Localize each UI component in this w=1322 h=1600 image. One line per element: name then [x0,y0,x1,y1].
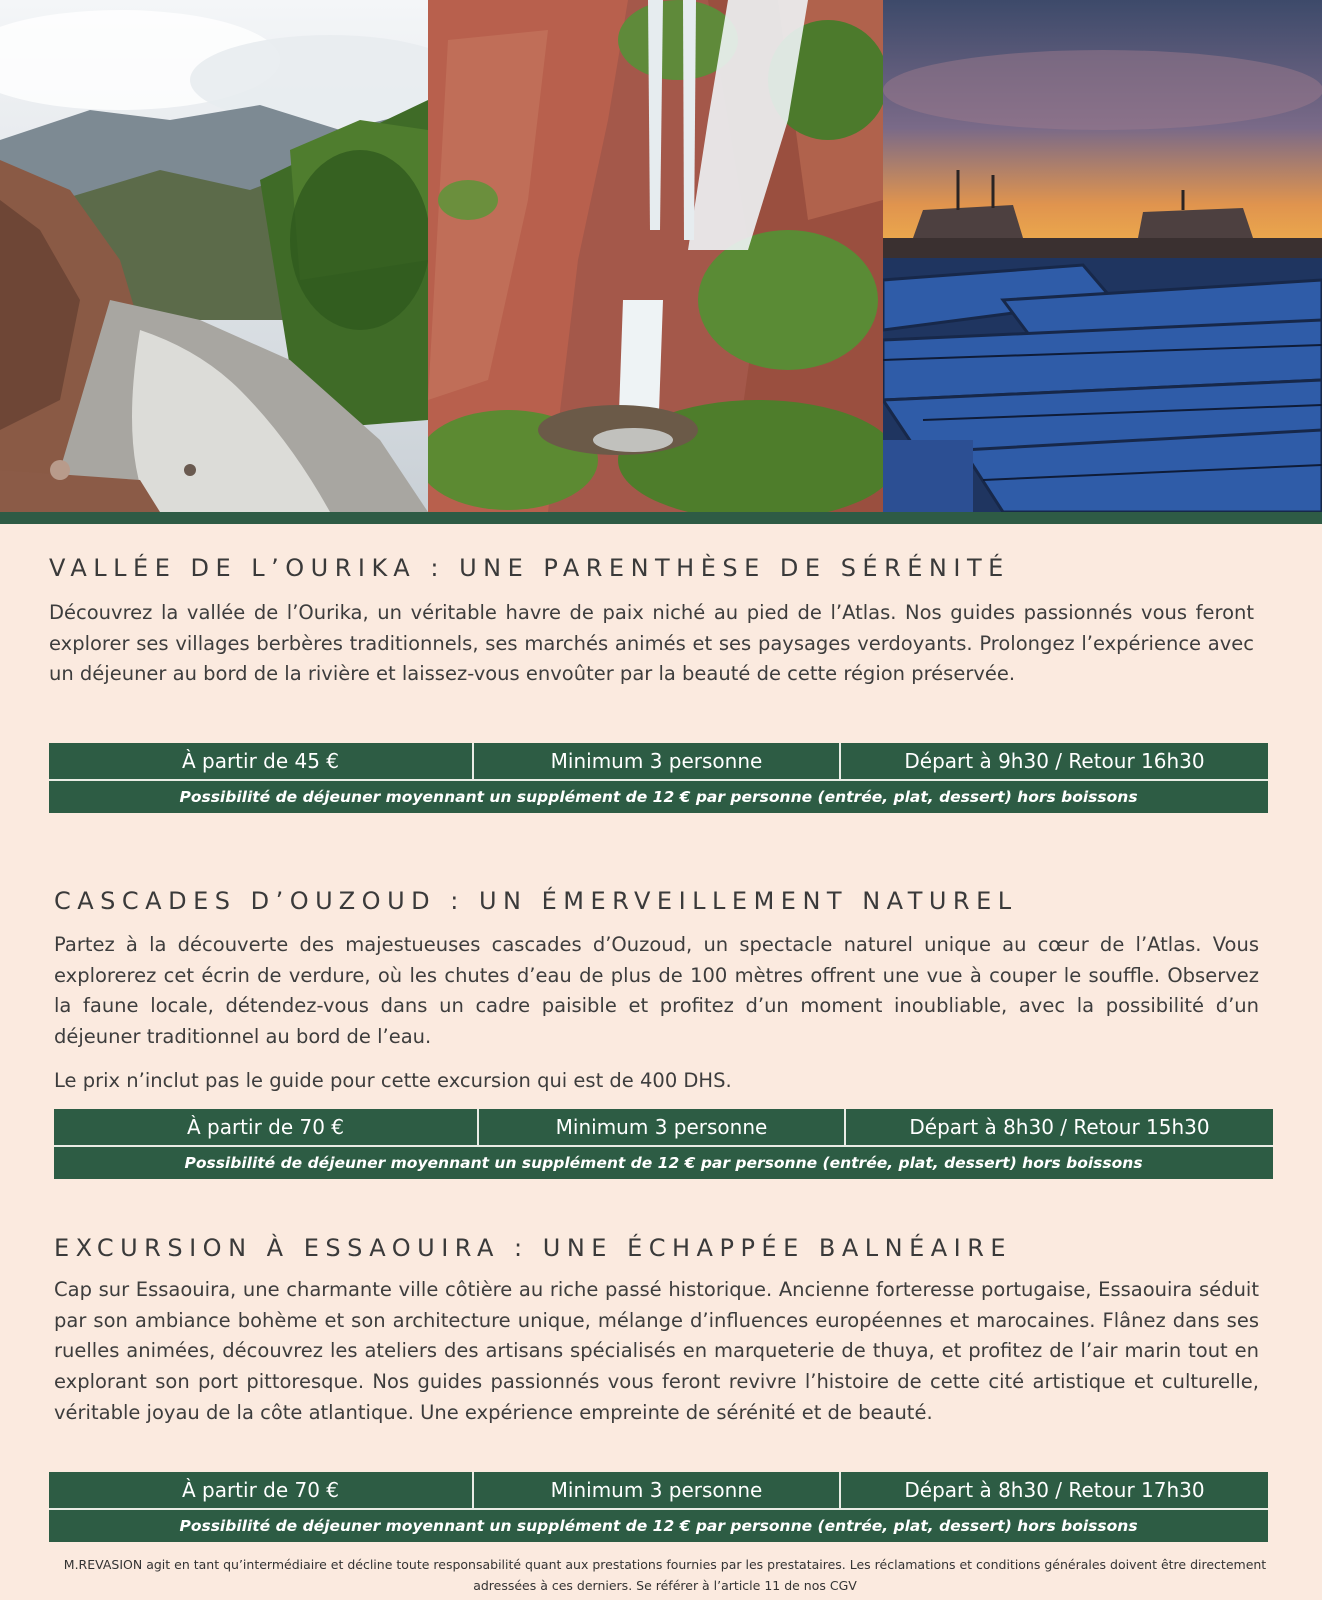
ourika-valley-photo [0,0,428,512]
price-cell: À partir de 45 € [181,749,340,773]
lunch-note: Possibilité de déjeuner moyennant un supplément de 12 € par personne (entrée, plat, dessert) hors boissons [179,788,1138,806]
minimum-cell: Minimum 3 personne [477,1109,844,1145]
photo-banner [0,0,1322,512]
lunch-note: Possibilité de déjeuner moyennant un supplément de 12 € par personne (entrée, plat, dessert) hors boissons [184,1154,1143,1172]
ouzoud-waterfall-photo [428,0,883,512]
schedule-cell: Départ à 9h30 / Retour 16h30 [839,743,1268,779]
disclaimer-footer: M.REVASION agit en tant qu’intermédiaire et décline toute responsabilité quant aux prestations fournies par les prestataires. Les réclamations et conditions générales doivent être directement adressées à ces derniers. Se référer à l’article 11 de nos CGV [63,1557,1267,1593]
info-row [54,1109,1273,1147]
price-cell: À partir de 70 € [186,1115,345,1139]
section-description: Découvrez la vallée de l’Ourika, un véritable havre de paix niché au pied de l’Atlas. Nos guides passionnés vous feront explorer ses villages berbères traditionnels, ses marchés animés et ses paysages verdoyants. Prolongez l’expérience avec un déjeuner au bord de la rivière et laissez-vous envoûter par la beauté de cette région préservée. [49,601,1254,686]
section-description: Cap sur Essaouira, une charmante ville côtière au riche passé historique. Ancienne forteresse portugaise, Essaouira séduit par son ambiance bohème et son architecture unique, mélange d’influences européennes et marocaines. Flânez dans ses ruelles animées, découvrez les ateliers des artisans spécialisés en marqueterie de thuya, et profitez de l’air marin tout en explorant son port pittoresque. Nos guides passionnés vous feront revivre l’histoire de cette cité artistique et culturelle, véritable joyau de la côte atlantique. Une expérience empreinte de sérénité et de beauté. [54,1278,1259,1424]
price-cell: À partir de 70 € [181,1478,340,1502]
essaouira-port-photo [883,0,1322,512]
banner-divider [0,512,1322,524]
info-box [54,1109,1273,1179]
section-title: CASCADES D’OUZOUD : UN ÉMERVEILLEMENT NATUREL [54,887,1018,915]
minimum-cell: Minimum 3 personne [472,1472,839,1508]
info-box [49,1472,1268,1542]
guide-note: Le prix n’inclut pas le guide pour cette excursion qui est de 400 DHS. [54,1069,732,1092]
section-title: VALLÉE DE L’OURIKA : UNE PARENTHÈSE DE SÉRÉNITÉ [49,554,1010,582]
section-title: EXCURSION À ESSAOUIRA : UNE ÉCHAPPÉE BALNÉAIRE [54,1234,1013,1262]
info-row [49,743,1268,781]
schedule-cell: Départ à 8h30 / Retour 15h30 [844,1109,1273,1145]
minimum-cell: Minimum 3 personne [472,743,839,779]
lunch-note: Possibilité de déjeuner moyennant un supplément de 12 € par personne (entrée, plat, dessert) hors boissons [179,1517,1138,1535]
schedule-cell: Départ à 8h30 / Retour 17h30 [839,1472,1268,1508]
info-row [49,1472,1268,1510]
section-description: Partez à la découverte des majestueuses cascades d’Ouzoud, un spectacle naturel unique au cœur de l’Atlas. Vous explorerez cet écrin de verdure, où les chutes d’eau de plus de 100 mètres offrent une vue à couper le souffle. Observez la faune locale, détendez-vous dans un cadre paisible et profitez d’un moment inoubliable, avec la possibilité d’un déjeuner traditionnel au bord de l’eau. [54,933,1259,1049]
info-box [49,743,1268,813]
